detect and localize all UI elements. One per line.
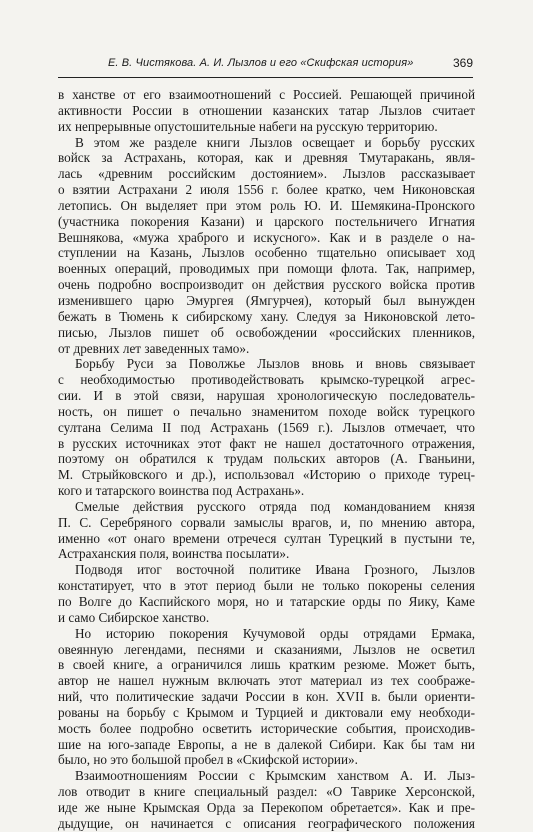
text-line: мость более подробно осветить исторические события, происходив- xyxy=(58,720,475,736)
text-line: поэтому он обратился к трудам польских авторов (А. Гваньини, xyxy=(58,451,475,467)
paragraph xyxy=(58,562,475,625)
text-line: иде же ныне Крымская Орда за Перекопом обретается». Как и пре- xyxy=(58,799,475,815)
text-line: и само Сибирское ханство. xyxy=(58,609,210,625)
text-line: (участника покорения Казани) и царского постельничего Игнатия xyxy=(58,213,475,229)
running-title: Е. В. Чистякова. А. И. Лызлов и его «Скифская история» xyxy=(108,57,414,69)
text-line: военных операций, проводимых при помощи флота. Так, например, xyxy=(58,261,475,277)
text-line: активности России в отношении казанских татар Лызлов считает xyxy=(58,102,475,118)
text-line: о взятии Астрахани 2 июля 1556 г. более кратко, чем Никоновская xyxy=(58,182,475,198)
body-text xyxy=(58,87,475,832)
text-line: по Волге до Каспийского моря, но и татарские орды по Яику, Каме xyxy=(58,594,475,609)
text-line: бежать в Тюмень к сибирскому хану. Следуя за Никоновской лето- xyxy=(58,308,475,324)
text-line: дыдущие, он начинается с описания географического положения xyxy=(58,815,475,831)
paragraph xyxy=(58,356,475,499)
text-line: писью, Лызлов пишет об освобождении «российских пленников, xyxy=(58,324,475,340)
text-line: в русских источниках этот факт не нашел достаточного отражения, xyxy=(58,435,475,451)
text-line: лов отводит в книге специальный раздел: «О Таврике Херсонской, xyxy=(58,784,475,800)
text-line: П. С. Серебряного сорвали замыслы врагов, и, по мнению автора, xyxy=(58,514,475,530)
text-line: Вешнякова, «мужа храброго и искусного». Как и в разделе о на- xyxy=(58,229,475,245)
paragraph xyxy=(58,499,475,562)
text-line: войск за Астрахань, которая, как и древняя Тмутаракань, явля- xyxy=(58,150,475,166)
text-line: шие на юго-западе Европы, а не в далекой Сибири. Как бы там ни xyxy=(58,736,475,752)
text-line: М. Стрыйковского и др.), использовал «Историю о приходе турец- xyxy=(58,467,475,483)
text-line: именно «от онаго времени отречеся султан Турецкий в пустыни те, xyxy=(58,530,475,546)
text-line: Смелые действия русского отряда под командованием князя xyxy=(75,498,475,514)
text-line: султана Селима II под Астрахань (1569 г.). Лызлов отмечает, что xyxy=(58,419,475,435)
text-line: ступлении на Казань, Лызлов особенно тщательно описывает ход xyxy=(58,245,475,261)
text-line: сии. И в этой связи, нарушая хронологическую последователь- xyxy=(58,388,475,404)
paragraph xyxy=(58,626,475,769)
text-line: ность, он пишет о печально знаменитом походе войск турецкого xyxy=(58,403,475,419)
text-line: в ханстве от его взаимоотношений с Россией. Решающей причиной xyxy=(58,87,475,102)
text-line: Астраханския поля, воинства посылати». xyxy=(58,546,290,562)
text-line: Подводя итог восточной политике Ивана Грозного, Лызлов xyxy=(75,562,475,578)
text-line: Взаимоотношениям России с Крымским ханством А. И. Лыз- xyxy=(75,768,475,784)
text-line: их непрерывные опустошительные набеги на русскую территорию. xyxy=(58,118,438,134)
text-line: Борьбу Руси за Поволжье Лызлов вновь и вновь связывает xyxy=(75,356,475,372)
paragraph xyxy=(58,135,475,357)
text-line: изменившего царю Эмургея (Ямгурчея), который был вынужден xyxy=(58,292,475,308)
text-line: очень подробно воспроизводит он действия русского войска против xyxy=(58,277,475,293)
text-line: с необходимостью противодействовать крымско-турецкой агрес- xyxy=(58,372,475,388)
text-line: в своей книге, а ограничился лишь кратким резюме. Может быть, xyxy=(58,657,475,673)
text-line: Но историю покорения Кучумовой орды отрядами Ермака, xyxy=(75,625,475,641)
text-line: лась «древним российским достоянием». Лызлов рассказывает xyxy=(58,166,475,182)
text-line: констатирует, что в этот период были не только покорены селения xyxy=(58,578,475,594)
text-line: ний, что политические задачи России в кон. XVII в. были ориенти- xyxy=(58,689,475,705)
text-line: кого и татарского воинства под Астрахань». xyxy=(58,483,305,499)
page-number: 369 xyxy=(452,56,473,70)
paragraph xyxy=(58,87,475,135)
text-line: от древних лет заведенных тамо». xyxy=(58,340,250,356)
running-header xyxy=(58,55,473,78)
text-line: автор не нашел нужным включать этот материал из тех соображе- xyxy=(58,673,475,689)
text-line: В этом же разделе книги Лызлов освещает и борьбу русских xyxy=(75,134,475,150)
text-line: овеянную легендами, песнями и сказаниями, Лызлов не осветил xyxy=(58,641,475,657)
text-line: было, но это большой пробел в «Скифской истории». xyxy=(58,752,358,768)
text-line: рованы на борьбу с Крымом и Турцией и диктовали ему необходи- xyxy=(58,704,475,720)
text-line: летопись. Он выделяет при этом роль Ю. И. Шемякина-Пронского xyxy=(58,197,475,213)
